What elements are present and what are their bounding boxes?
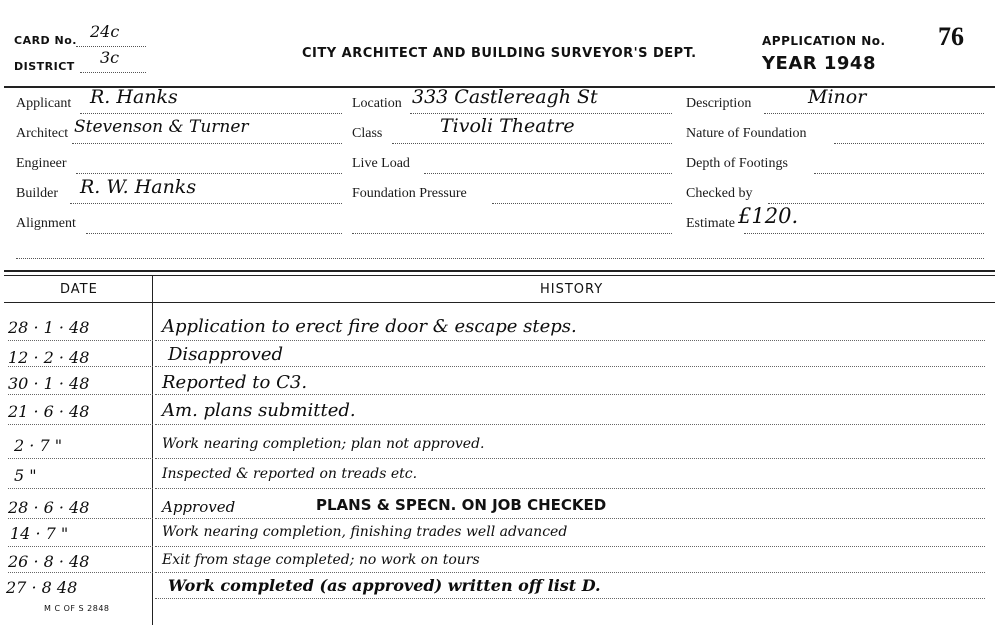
history-entry: Work nearing completion; plan not approved.	[162, 436, 485, 452]
history-date: 5 "	[14, 466, 37, 485]
checked-stamp: PLANS & SPECN. ON JOB CHECKED	[316, 496, 607, 514]
applicant-label: Applicant	[16, 96, 72, 111]
row-line-history	[155, 340, 985, 341]
nature-of-foundation-line	[834, 143, 984, 144]
live-load-line	[424, 173, 672, 174]
location-label: Location	[352, 96, 402, 111]
row-line-date	[8, 518, 153, 519]
history-entry: Application to erect fire door & escape steps.	[162, 316, 577, 337]
class-value: Tivoli Theatre	[440, 115, 575, 137]
form-code: M C OF S 2848	[44, 604, 110, 613]
history-entry: Disapproved	[168, 344, 283, 365]
year-label: YEAR 1948	[762, 53, 876, 74]
district-line	[80, 72, 146, 73]
column2-blank-line	[352, 233, 672, 234]
checked-by-label: Checked by	[686, 186, 753, 201]
description-line	[764, 113, 984, 114]
foundation-pressure-label: Foundation Pressure	[352, 186, 467, 201]
row-line-date	[8, 340, 153, 341]
location-line	[410, 113, 672, 114]
history-entry: Work completed (as approved) written off list D.	[168, 576, 601, 595]
engineer-label: Engineer	[16, 156, 67, 171]
history-entry: Inspected & reported on treads etc.	[162, 466, 418, 482]
history-entry: Work nearing completion, finishing trades well advanced	[162, 524, 568, 540]
row-line-history	[155, 518, 985, 519]
row-line-date	[8, 394, 153, 395]
history-date: 14 · 7 "	[10, 524, 69, 543]
history-column-header: HISTORY	[540, 282, 604, 297]
alignment-label: Alignment	[16, 216, 76, 231]
department-title: CITY ARCHITECT AND BUILDING SURVEYOR'S DEPT.	[302, 46, 697, 61]
row-line-history	[155, 458, 985, 459]
row-line-history	[155, 366, 985, 367]
card-no-line	[76, 46, 146, 47]
description-value: Minor	[808, 86, 867, 108]
history-date: 21 · 6 · 48	[8, 402, 90, 421]
location-value: 333 Castlereagh St	[412, 86, 598, 108]
alignment-line	[86, 233, 342, 234]
history-entry: Reported to C3.	[162, 372, 308, 393]
row-line-history	[155, 394, 985, 395]
estimate-line	[744, 233, 984, 234]
applicant-value: R. Hanks	[90, 86, 178, 108]
history-date: 28 · 1 · 48	[8, 318, 90, 337]
history-entry: Exit from stage completed; no work on tours	[162, 552, 480, 568]
description-label: Description	[686, 96, 752, 111]
fields-blank-line	[16, 258, 984, 259]
row-line-date	[8, 458, 153, 459]
estimate-label: Estimate	[686, 216, 735, 231]
estimate-value: £120.	[738, 204, 799, 228]
application-label: APPLICATION No.	[762, 34, 886, 48]
history-top-rule	[4, 270, 995, 272]
history-entry: Approved	[162, 498, 236, 516]
history-date: 2 · 7 "	[14, 436, 63, 455]
application-number: 76	[938, 22, 964, 51]
architect-value: Stevenson & Turner	[74, 117, 249, 137]
row-line-history	[155, 598, 985, 599]
builder-value: R. W. Hanks	[80, 176, 197, 198]
nature-of-foundation-label: Nature of Foundation	[686, 126, 807, 141]
row-line-date	[8, 572, 153, 573]
depth-of-footings-label: Depth of Footings	[686, 156, 788, 171]
builder-label: Builder	[16, 186, 58, 201]
row-line-history	[155, 572, 985, 573]
row-line-history	[155, 424, 985, 425]
engineer-line	[76, 173, 342, 174]
district-value: 3c	[100, 48, 120, 67]
card-no-value: 24c	[90, 22, 120, 41]
checked-by-line	[768, 203, 984, 204]
row-line-history	[155, 488, 985, 489]
architect-line	[72, 143, 342, 144]
history-date: 30 · 1 · 48	[8, 374, 90, 393]
depth-of-footings-line	[814, 173, 984, 174]
district-label: DISTRICT	[14, 60, 75, 73]
architect-label: Architect	[16, 126, 69, 141]
row-line-history	[155, 546, 985, 547]
date-column-header: DATE	[60, 282, 98, 297]
row-line-date	[8, 488, 153, 489]
history-date: 28 · 6 · 48	[8, 498, 90, 517]
foundation-pressure-line	[492, 203, 672, 204]
live-load-label: Live Load	[352, 156, 410, 171]
history-entry: Am. plans submitted.	[162, 400, 356, 421]
applicant-line	[80, 113, 342, 114]
row-line-date	[8, 366, 153, 367]
row-line-date	[8, 546, 153, 547]
history-date: 27 · 8 48	[6, 578, 78, 597]
class-label: Class	[352, 126, 383, 141]
card-no-label: CARD No.	[14, 34, 77, 47]
builder-line	[70, 203, 342, 204]
history-date: 26 · 8 · 48	[8, 552, 90, 571]
history-date: 12 · 2 · 48	[8, 348, 90, 367]
class-line	[392, 143, 672, 144]
row-line-date	[8, 424, 153, 425]
